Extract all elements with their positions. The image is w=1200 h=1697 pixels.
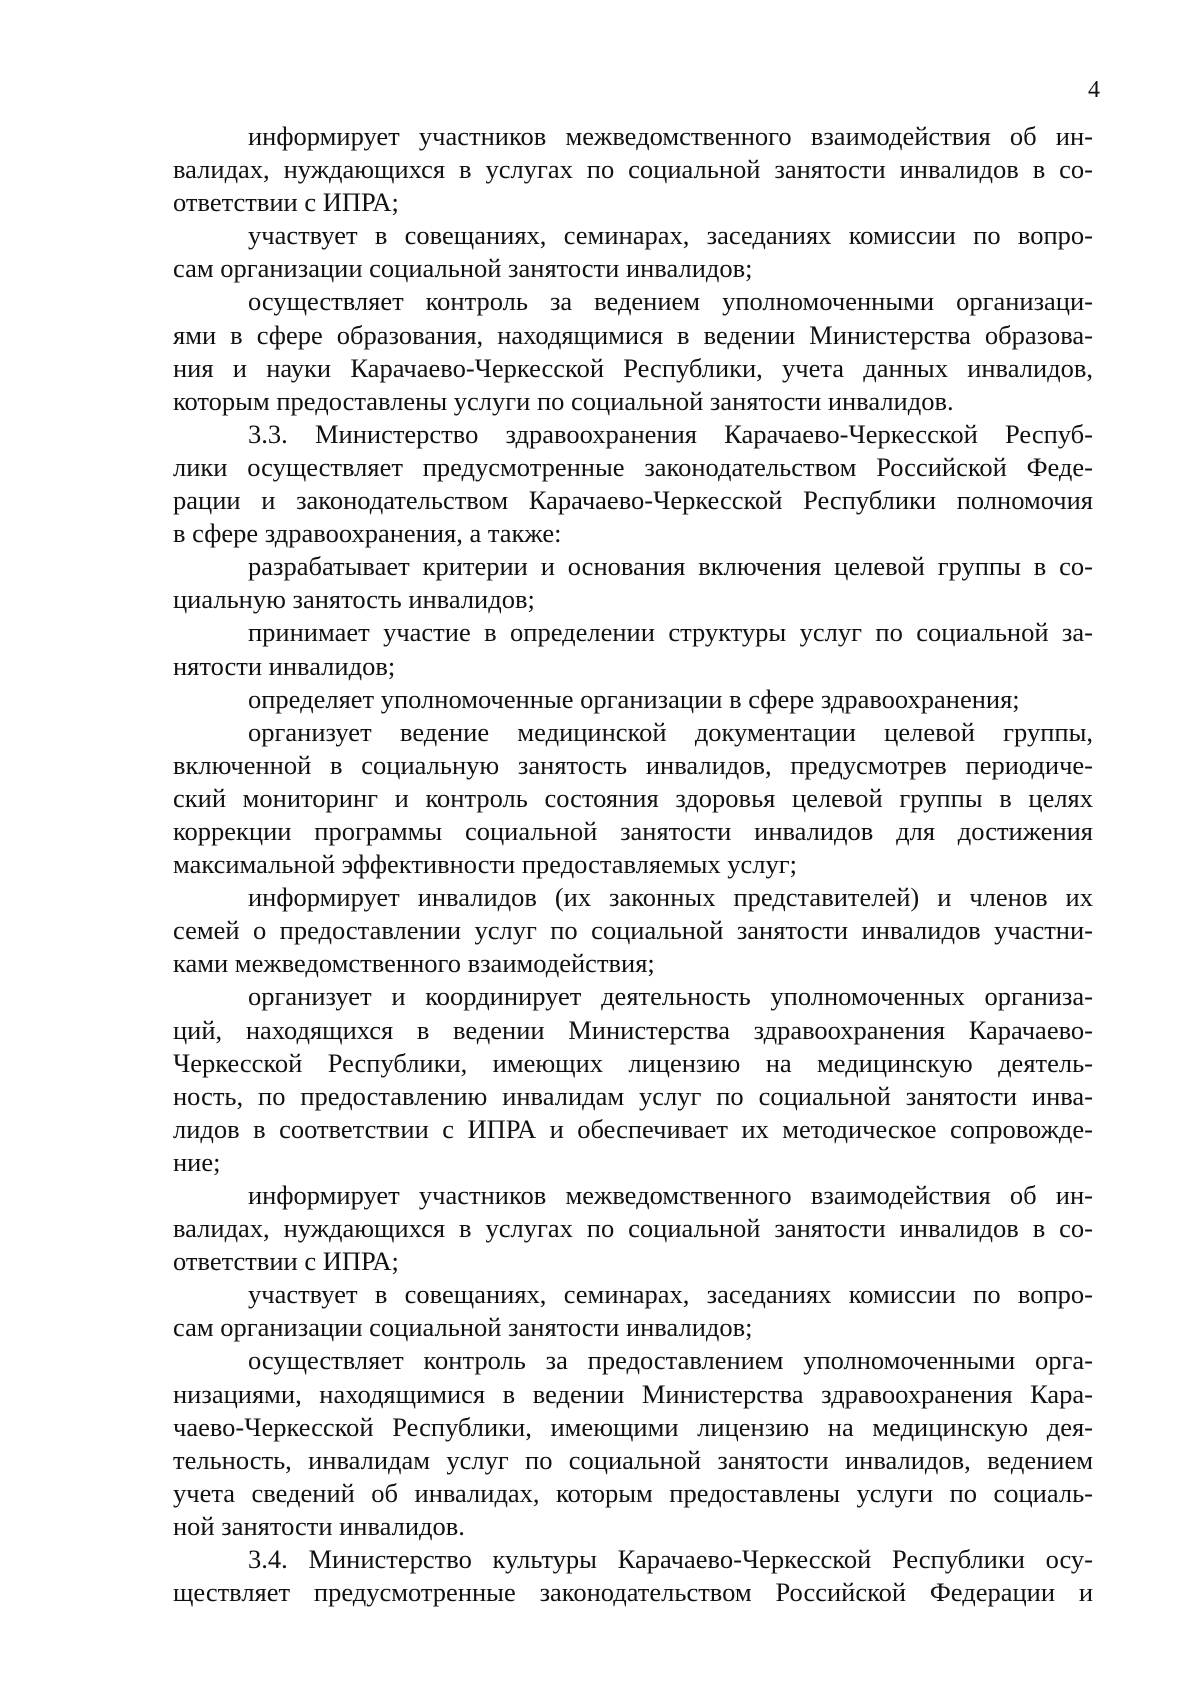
text-line: низациями, находящимися в ведении Министерства здравоохранения Кара- — [173, 1378, 1093, 1409]
text-line: коррекции программы социальной занятости инвалидов для достижения — [173, 815, 1093, 846]
document-body — [173, 120, 1093, 1609]
paragraph-first-line: принимает участие в определении структуры услуг по социальной за- — [248, 617, 1093, 648]
text-line: ций, находящихся в ведении Министерства здравоохранения Карачаево- — [173, 1014, 1093, 1045]
paragraph-first-line: организует ведение медицинской документации целевой группы, — [248, 716, 1093, 747]
text-line: валидах, нуждающихся в услугах по социальной занятости инвалидов в со- — [173, 154, 1093, 185]
text-line: тельность, инвалидам услуг по социальной занятости инвалидов, ведением — [173, 1444, 1093, 1475]
text-line: нятости инвалидов; — [173, 650, 396, 681]
paragraph-first-line: разрабатывает критерии и основания включения целевой группы в со- — [248, 551, 1093, 582]
text-line: ответствии с ИПРА; — [173, 187, 399, 218]
text-line: сам организации социальной занятости инвалидов; — [173, 1312, 753, 1343]
text-line: лидов в соответствии с ИПРА и обеспечивает их методическое сопровожде- — [173, 1113, 1093, 1144]
paragraph-first-line: определяет уполномоченные организации в сфере здравоохранения; — [248, 683, 1020, 714]
paragraph-first-line: информирует участников межведомственного взаимодействия об ин- — [248, 121, 1093, 151]
text-line: чаево-Черкесской Республики, имеющими лицензию на медицинскую дея- — [173, 1411, 1093, 1442]
paragraph-first-line: осуществляет контроль за ведением уполномоченными организаци- — [248, 286, 1093, 317]
text-line: ями в сфере образования, находящимися в ведении Министерства образова- — [173, 319, 1093, 350]
paragraph-first-line: 3.3. Министерство здравоохранения Карачаево-Черкесской Респуб- — [248, 418, 1093, 449]
paragraph-first-line: 3.4. Министерство культуры Карачаево-Черкесской Республики осу- — [248, 1544, 1093, 1575]
text-line: ние; — [173, 1146, 221, 1177]
text-line: ответствии с ИПРА; — [173, 1246, 399, 1277]
text-line: ществляет предусмотренные законодательством Российской Федерации и — [173, 1577, 1093, 1608]
text-line: учета сведений об инвалидах, которым предоставлены услуги по социаль- — [173, 1477, 1093, 1508]
text-line: лики осуществляет предусмотренные законодательством Российской Феде- — [173, 451, 1093, 482]
text-line: сам организации социальной занятости инвалидов; — [173, 253, 753, 284]
text-line: ками межведомственного взаимодействия; — [173, 948, 655, 979]
text-line: циальную занятость инвалидов; — [173, 584, 535, 615]
text-line: ной занятости инвалидов. — [173, 1510, 465, 1541]
text-line: включенной в социальную занятость инвалидов, предусмотрев периодиче- — [173, 749, 1093, 780]
text-line: в сфере здравоохранения, а также: — [173, 518, 562, 549]
text-line: которым предоставлены услуги по социальной занятости инвалидов. — [173, 385, 954, 416]
paragraph-first-line: организует и координирует деятельность уполномоченных организа- — [248, 981, 1093, 1012]
text-line: ский мониторинг и контроль состояния здоровья целевой группы в целях — [173, 782, 1093, 813]
text-line: рации и законодательством Карачаево-Черкесской Республики полномочия — [173, 485, 1093, 516]
text-line: максимальной эффективности предоставляемых услуг; — [173, 849, 798, 880]
page-number: 4 — [1088, 77, 1100, 103]
text-line: ния и науки Карачаево-Черкесской Республики, учета данных инвалидов, — [173, 352, 1093, 383]
text-line: ность, по предоставлению инвалидам услуг по социальной занятости инва- — [173, 1080, 1093, 1111]
paragraph-first-line: информирует инвалидов (их законных представителей) и членов их — [248, 882, 1093, 913]
paragraph-first-line: осуществляет контроль за предоставлением уполномоченными орга- — [248, 1345, 1093, 1376]
paragraph-first-line: информирует участников межведомственного взаимодействия об ин- — [248, 1180, 1093, 1210]
text-line: семей о предоставлении услуг по социальной занятости инвалидов участни- — [173, 915, 1093, 946]
text-line: валидах, нуждающихся в услугах по социальной занятости инвалидов в со- — [173, 1213, 1093, 1244]
paragraph-first-line: участвует в совещаниях, семинарах, заседаниях комиссии по вопро- — [248, 220, 1093, 251]
text-line: Черкесской Республики, имеющих лицензию на медицинскую деятель- — [173, 1047, 1093, 1078]
paragraph-first-line: участвует в совещаниях, семинарах, заседаниях комиссии по вопро- — [248, 1279, 1093, 1310]
